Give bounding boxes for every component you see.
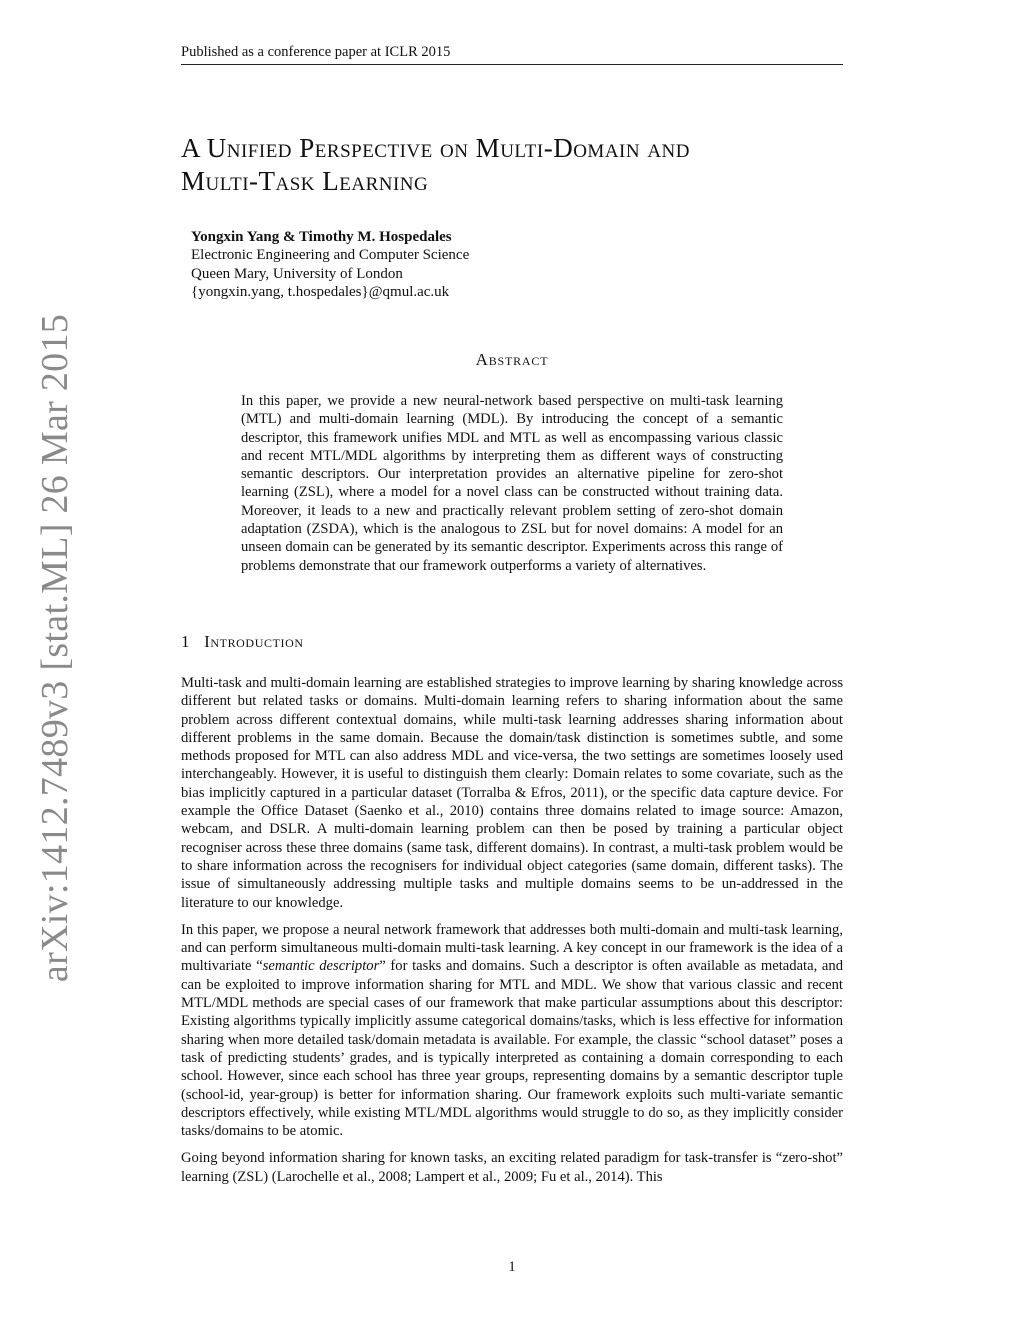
title-line-1: A Unified Perspective on Multi-Domain and xyxy=(181,133,690,163)
paragraph-2-start: In this paper, we propose a neural network framework that addresses both multi-domain and multi-task learning, and can perform simultaneous multi-domain multi-task learning. A key concept in our framework is the idea of a multivariate “ xyxy=(181,921,843,975)
paragraph-2 xyxy=(181,921,843,1141)
paragraph-3: Going beyond information sharing for known tasks, an exciting related paradigm for task-transfer is “zero-shot” learning (ZSL) (Larochelle et al., 2008; Lampert et al., 2009; Fu et al., 2014). This xyxy=(181,1150,843,1185)
section-body xyxy=(181,674,843,1195)
author-department: Electronic Engineering and Computer Science xyxy=(191,247,470,264)
abstract-text: In this paper, we provide a new neural-network based perspective on multi-task learning (MTL) and multi-domain learning (MDL). By introducing the concept of a semantic descriptor, this framework unifies MDL and MTL as well as encompassing various classic and recent MTL/MDL algorithms by interpreting them as different ways of constructing semantic descriptors. Our interpretation provides an alternative pipeline for zero-shot learning (ZSL), where a model for a novel class can be constructed without training data. Moreover, it leads to a new and practically relevant problem setting of zero-shot domain adaptation (ZSDA), which is the analogous to ZSL but for novel domains: A model for an unseen domain can be generated by its semantic descriptor. Experiments across this range of problems demonstrate that our framework outperforms a variety of alternatives. xyxy=(241,393,783,574)
paper-title xyxy=(181,132,851,198)
running-header: Published as a conference paper at ICLR 2015 xyxy=(181,44,843,65)
section-number: 1 xyxy=(181,632,191,651)
paragraph-2-end: ” for tasks and domains. Such a descriptor is often available as metadata, and can be exploited to improve information sharing for MTL and MDL. We show that various classic and recent MTL/MDL methods are special cases of our framework that make particular assumptions about this descriptor: Existing algorithms typically implicitly assume categorical domains/tasks, which is less effective for information sharing when more detailed task/domain metadata is available. For example, the classic “school dataset” poses a task of predicting students’ grades, and is typically interpreted as containing a domain corresponding to each school. However, since each school has three year groups, representing domains by a semantic descriptor tuple (school-id, year-group) is better for information sharing. Our framework exploits such multi-variate semantic descriptors effectively, while existing MTL/MDL algorithms would struggle to do so, as they implicitly consider tasks/domains to be atomic. xyxy=(181,958,843,1140)
semantic-descriptor-term: semantic descriptor xyxy=(262,958,380,975)
author-affiliation: Queen Mary, University of London xyxy=(191,265,403,282)
arxiv-identifier[interactable]: arXiv:1412.7489v3 [stat.ML] 26 Mar 2015 xyxy=(34,313,76,983)
abstract-heading: Abstract xyxy=(475,350,549,369)
author-email[interactable]: {yongxin.yang, t.hospedales}@qmul.ac.uk xyxy=(191,284,450,301)
author-names: Yongxin Yang & Timothy M. Hospedales xyxy=(191,229,452,245)
section-heading xyxy=(181,632,304,652)
author-block xyxy=(191,228,469,302)
page-number: 1 xyxy=(508,1259,516,1275)
title-line-2: Multi-Task Learning xyxy=(181,166,429,196)
paragraph-1: Multi-task and multi-domain learning are established strategies to improve learning by sharing knowledge across different but related tasks or domains. Multi-domain learning refers to sharing information about the same problem across different contextual domains, while multi-task learning addresses sharing information about different problems in the same domain. Because the domain/task distinction is sometimes subtle, and some methods proposed for MTL can also address MDL and vice-versa, the two settings are sometimes loosely used interchangeably. However, it is useful to distinguish them clearly: Domain relates to some covariate, such as the bias implicitly captured in a particular dataset (Torralba & Efros, 2011), or the specific data capture device. For example the Office Dataset (Saenko et al., 2010) contains three domains related to image source: Amazon, webcam, and DSLR. A multi-domain learning problem can then be posed by training a particular object recogniser across these three domains (same task, different domains). In contrast, a multi-task problem would be to share information across the recognisers for individual object categories (same domain, different tasks). The issue of simultaneously addressing multiple tasks and multiple domains seems to be un-addressed in the literature to our knowledge. xyxy=(181,675,843,911)
section-title: Introduction xyxy=(204,632,304,651)
